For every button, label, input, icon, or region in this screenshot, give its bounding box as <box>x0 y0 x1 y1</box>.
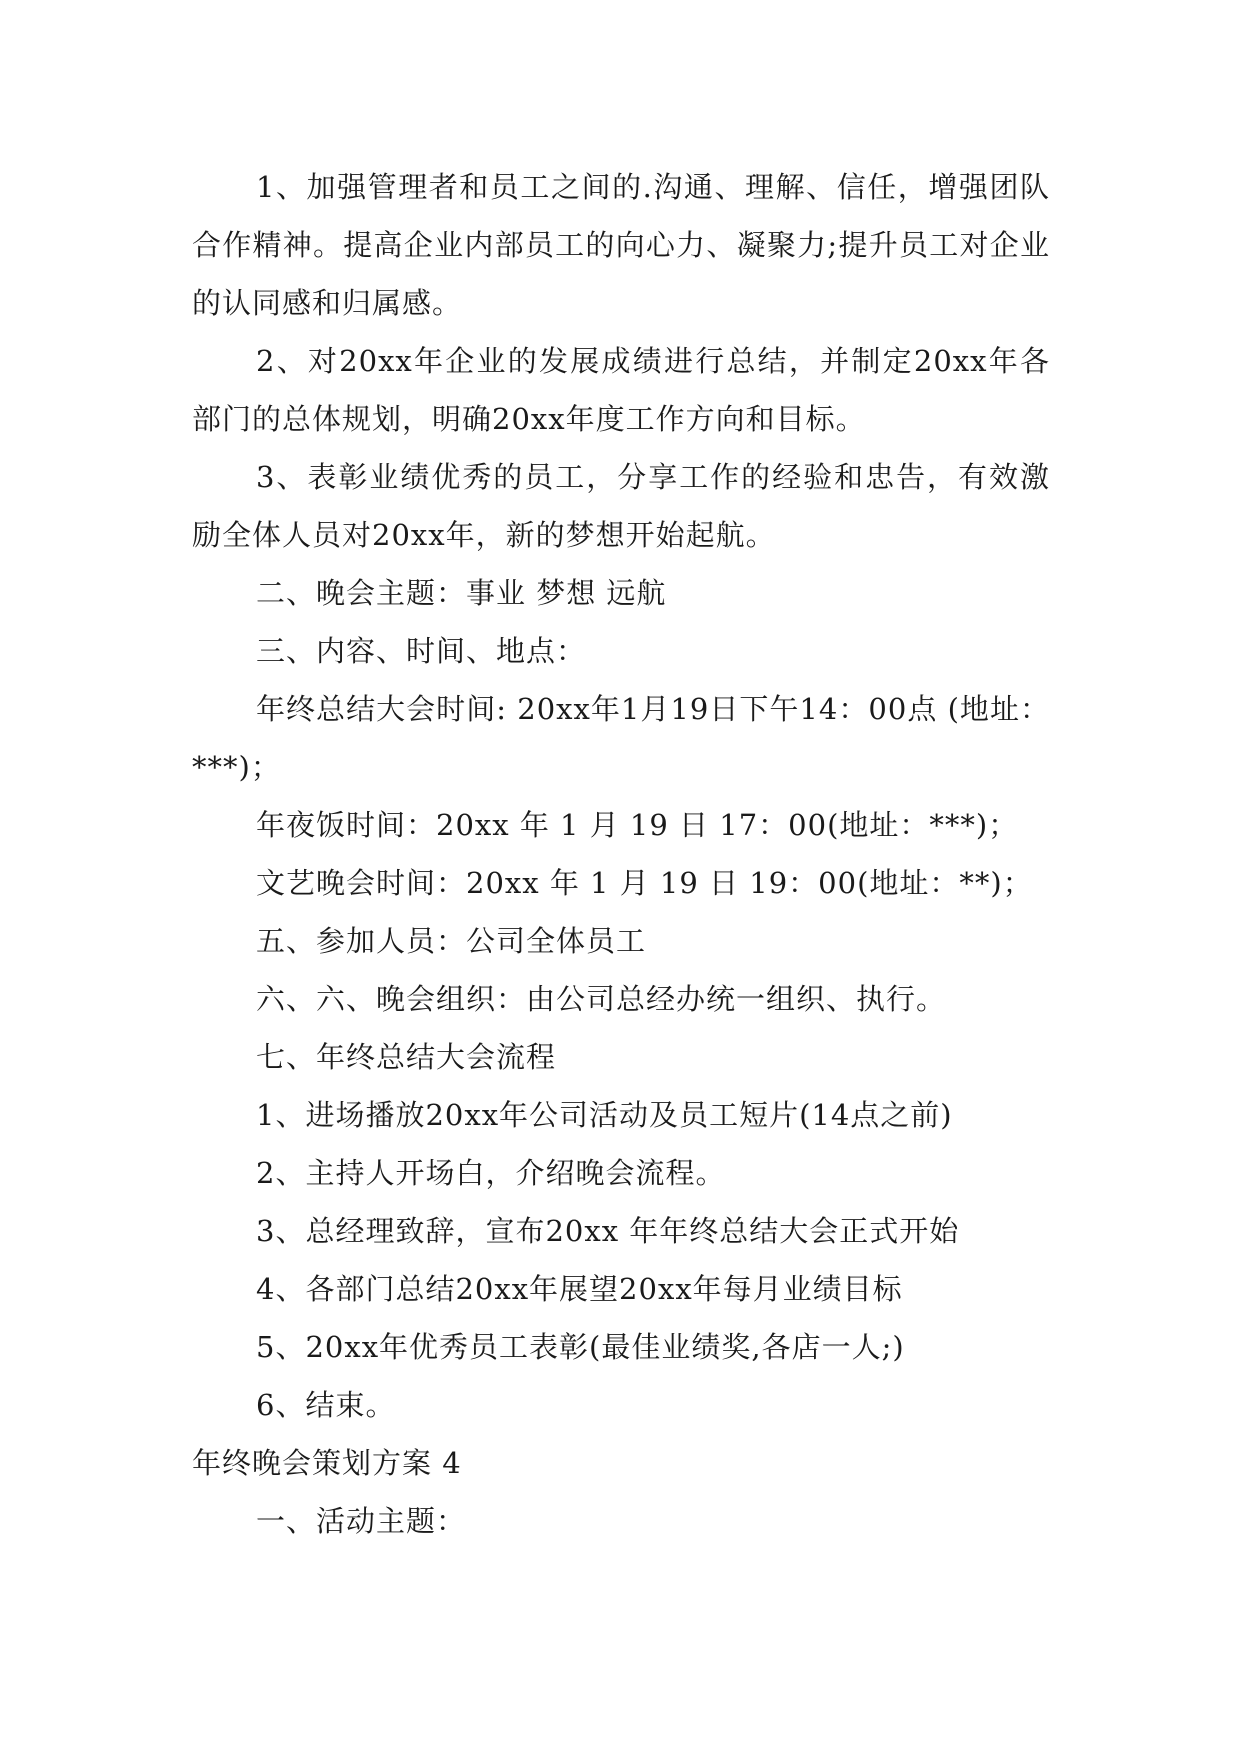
paragraph-gala-time: 文艺晚会时间：20xx 年 1 月 19 日 19：00(地址：**)； <box>256 866 1033 900</box>
paragraph-process-step-3: 3、总经理致辞，宣布20xx 年年终总结大会正式开始 <box>256 1214 960 1248</box>
document-body <box>192 158 1050 1550</box>
paragraph-process-step-4: 4、各部门总结20xx年展望20xx年每月业绩目标 <box>256 1272 903 1306</box>
paragraph-purpose-1: 1、加强管理者和员工之间的.沟通、理解、信任，增强团队合作精神。提高企业内部员工的向心力、凝聚力;提升员工对企业的认同感和归属感。 <box>192 170 1050 320</box>
paragraph-process-step-1: 1、进场播放20xx年公司活动及员工短片(14点之前) <box>256 1098 953 1132</box>
paragraph-process-step-2: 2、主持人开场白，介绍晚会流程。 <box>256 1156 726 1190</box>
paragraph-content-heading: 三、内容、时间、地点： <box>256 634 587 668</box>
paragraph-organization: 六、六、晚会组织：由公司总经办统一组织、执行。 <box>256 982 947 1016</box>
paragraph-activity-theme-heading: 一、活动主题： <box>256 1504 467 1538</box>
section-title: 年终晚会策划方案 4 <box>192 1446 462 1480</box>
paragraph-summary-meeting-time: 年终总结大会时间: 20xx年1月19日下午14：00点 (地址：***)； <box>192 692 1050 784</box>
paragraph-process-step-6: 6、结束。 <box>256 1388 396 1422</box>
paragraph-purpose-2: 2、对20xx年企业的发展成绩进行总结，并制定20xx年各部门的总体规划，明确20xx年度工作方向和目标。 <box>192 344 1050 436</box>
paragraph-process-heading: 七、年终总结大会流程 <box>256 1040 557 1074</box>
paragraph-process-step-5: 5、20xx年优秀员工表彰(最佳业绩奖,各店一人;) <box>256 1330 905 1364</box>
paragraph-theme: 二、晚会主题：事业 梦想 远航 <box>256 576 667 610</box>
paragraph-participants: 五、参加人员：公司全体员工 <box>256 924 647 958</box>
paragraph-dinner-time: 年夜饭时间：20xx 年 1 月 19 日 17：00(地址：***)； <box>256 808 1019 842</box>
paragraph-purpose-3: 3、表彰业绩优秀的员工，分享工作的经验和忠告，有效激励全体人员对20xx年，新的梦想开始起航。 <box>192 460 1050 552</box>
